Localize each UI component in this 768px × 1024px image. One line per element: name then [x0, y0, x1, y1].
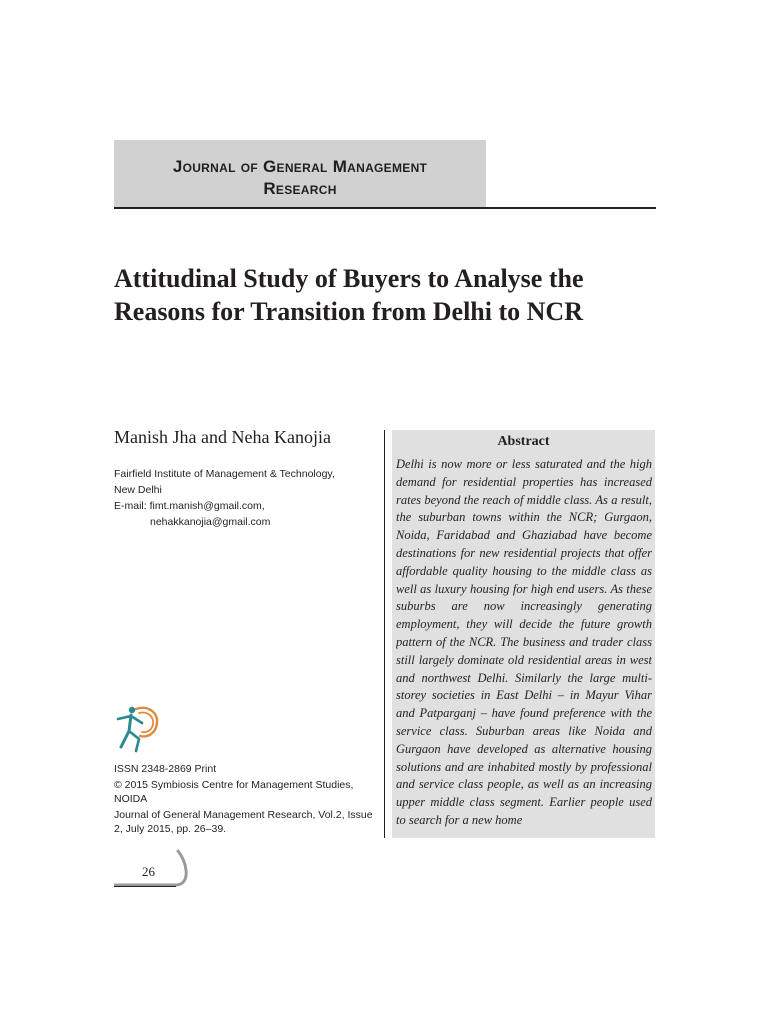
abstract-heading: Abstract — [497, 434, 550, 449]
email-line2: nehakkanojia@gmail.com — [150, 516, 271, 528]
page-number: 26 — [142, 864, 155, 879]
column-divider — [384, 430, 385, 838]
abstract-box — [392, 430, 655, 838]
abstract-text: Delhi is now more or less saturated and the high demand for residential properties has increased rates beyond the reach of middle class. As a result, the suburban towns within the NCR; Gurgaon, Noida, Faridabad and Ghaziabad have become destinations for new residential projects that offer affordable quality housing to the middle class as well as luxury housing for high end users. As these suburbs are now increasingly generating employment, they will decide the future growth pattern of the NCR. The business and trader class still largely dominate old residential areas in west and northwest Delhi. Similarly the large multi-storey societies in East Delhi – in Mayur Vihar and Patparganj – have found preference with the service class. Suburban areas like Noida and Gurgaon have developed as alternative housing solutions and are inhabited mostly by professional and service class people, as well as an increasing upper middle class segment. Earlier people used to search for a new home — [396, 457, 652, 827]
affiliation-line1: Fairfield Institute of Management & Technology, — [114, 468, 335, 480]
page-number-tab — [114, 848, 192, 888]
journal-name-line1: Journal of General Management — [172, 157, 428, 176]
journal-banner — [114, 140, 486, 207]
journal-name-line2: Research — [263, 179, 337, 198]
affiliation — [114, 466, 374, 530]
symbiosis-logo-icon — [112, 703, 164, 755]
publication-info — [114, 762, 380, 838]
email-line1: E-mail: fimt.manish@gmail.com, — [114, 500, 265, 512]
copyright: © 2015 Symbiosis Centre for Management Studies, NOIDA — [114, 778, 354, 805]
journal-name — [114, 156, 486, 200]
issn: ISSN 2348-2869 Print — [114, 763, 217, 775]
authors: Manish Jha and Neha Kanojia — [114, 427, 331, 447]
header-rule — [114, 207, 656, 209]
affiliation-line2: New Delhi — [114, 484, 162, 496]
citation: Journal of General Management Research, Vol.2, Issue 2, July 2015, pp. 26–39. — [114, 808, 373, 835]
paper-title: Attitudinal Study of Buyers to Analyse the Reasons for Transition from Delhi to NCR — [114, 264, 584, 326]
